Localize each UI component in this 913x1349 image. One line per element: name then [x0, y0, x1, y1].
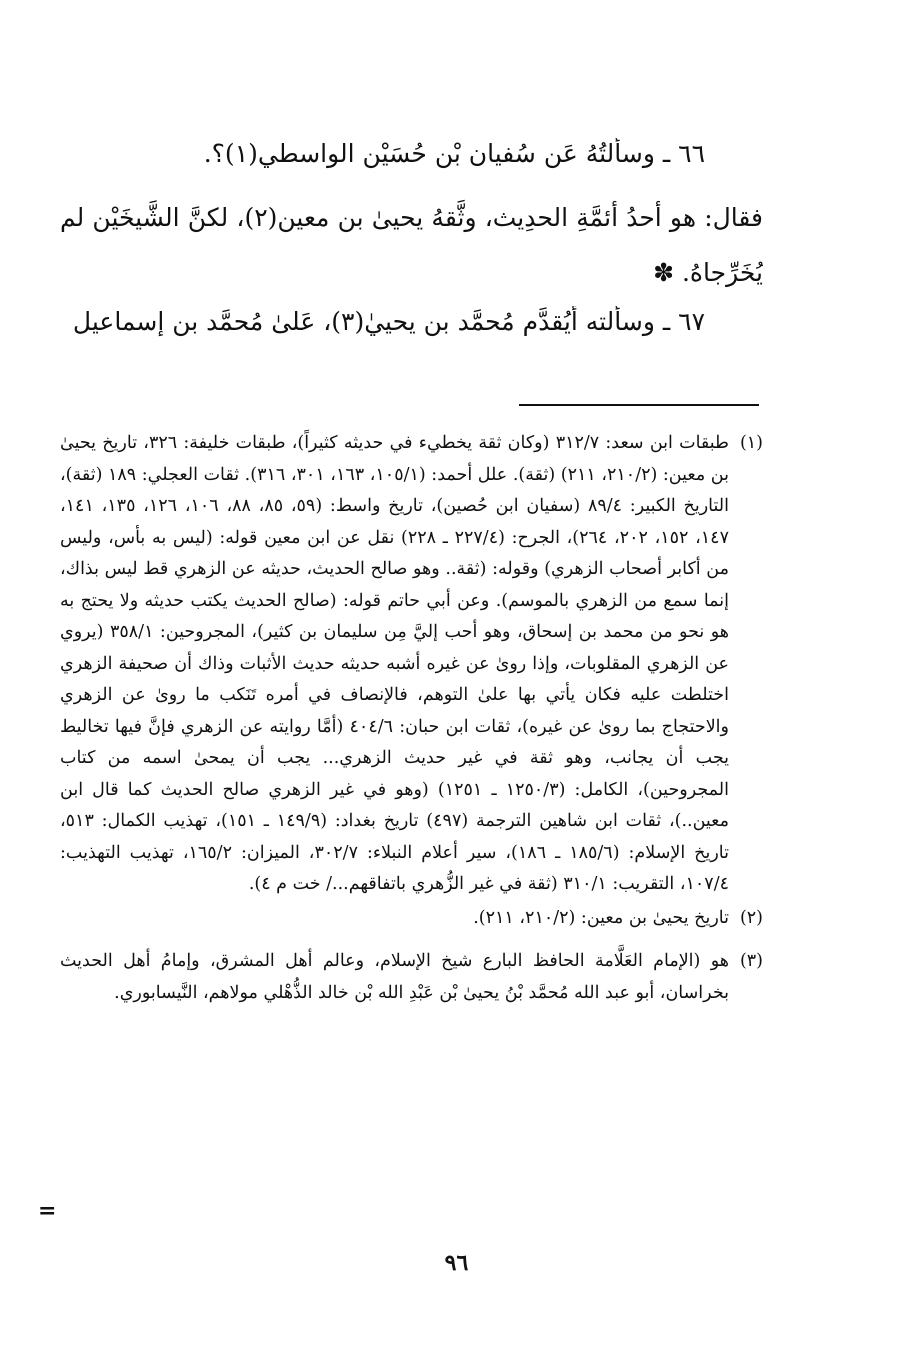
footnote-separator — [519, 404, 759, 406]
page-number: ٩٦ — [444, 1250, 469, 1276]
footnote-1-number: (١) — [739, 433, 763, 453]
footnote-3-number: (٣) — [739, 951, 763, 971]
entry-66-answer: فقال: هو أحدُ أئمَّةِ الحدِيث، وثَّقهُ يحيىٰ بن معين(٢)، لكنَّ الشَّيخَيْن لم يُخَرِّجاهُ. ✽ — [60, 203, 763, 287]
footnote-2 — [60, 903, 763, 935]
footnotes-section — [60, 428, 763, 1009]
entry-67-question: ٦٧ ـ وسألته أيُقدَّم مُحمَّد بن يحييٰ(٣)، عَلىٰ مُحمَّد بن إسماعيل — [72, 307, 705, 336]
footnote-1 — [60, 428, 763, 901]
footnote-3-text: هو (الإمام العَلَّامة الحافظ البارع شيخ الإسلام، وعالم أهل المشرق، وإمامُ أهل الحديث بخراسان، أبو عبد الله مُحمَّد بْنُ يحيىٰ بْن عَبْدِ الله بْن خالد الذُّهْلي مولاهم، النَّيسابوري. — [60, 951, 729, 1003]
footnote-3 — [60, 946, 763, 1009]
entry-66-question: ٦٦ ـ وسألتُهُ عَن سُفيان بْنِ حُسَيْنٍ الواسطي(١)؟. — [203, 139, 705, 168]
continuation-mark: = — [38, 1198, 57, 1224]
footnote-1-text: طبقات ابن سعد: ٣١٢/٧ (وكان ثقة يخطيء في حديثه كثيراً)، طبقات خليفة: ٣٢٦، تاريخ يحيىٰ بن معين: (٢١٠/٢، ٢١١) (ثقة). علل أحمد: (١٠٥/١، ١٦٣، ٣٠١، ٣١٦). ثقات العجلي: ١٨٩ (ثقة)، التاريخ الكبير: ٨٩/٤ (سفيان ابن حُصين)، تاريخ واسط: (٥٩، ٨٥، ٨٨، ١٠٦، ١٢٦، ١٣٥، ١٤١، ١٤٧، ١٥٢، ٢٠٢، ٢٦٤)، الجرح: (٢٢٧/٤ ـ ٢٢٨) نقل عن ابن معين قوله: (ليس به بأس، وليس من أكابر أصحاب الزهري) وقوله: (ثقة.. وهو صالح الحديث، حديثه عن الزهري قط ليس بذاك، إنما سمع من الزهري بالموسم). وعن أبي حاتم قوله: (صالح الحديث يكتب حديثه ولا يحتج به هو نحو من محمد بن إسحاق، وهو أحب إليَّ مِن سليمان بن كثير)، المجروحين: ٣٥٨/١ (يروي عن الزهري المقلوبات، وإذا روىٰ عن غيره أشبه حديثه حديث الأثبات وذاك أن صحيفة الزهري اختلطت عليه فكان يأتي بها علىٰ التوهم، فالإنصاف في أمره تَنَكب ما روىٰ عن الزهري والاحتجاج بما روىٰ عن غيره)، ثقات ابن حبان: ٤٠٤/٦ (أمَّا روايته عن الزهري فإنَّ فيها تخاليط يجب أن يجانب، وهو ثقة في غير حديث الزهري... يجب أن يمحىٰ اسمه من كتاب المجروحين)، الكامل: (١٢٥٠/٣ ـ ١٢٥١) (وهو في غير الزهري صالح الحديث كما قال ابن معين..)، ثقات ابن شاهين الترجمة (٤٩٧) تاريخ بغداد: (١٤٩/٩ ـ ١٥١)، تهذيب الكمال: ٥١٣، تاريخ الإسلام: (١٨٥/٦ ـ ١٨٦)، سير أعلام النبلاء: ٣٠٢/٧، الميزان: ١٦٥/٢، تهذيب التهذيب: ١٠٧/٤، التقريب: ٣١٠/١ (ثقة في غير الزُّهري باتفاقهم.../ خت م ٤). — [60, 433, 729, 894]
footnote-2-number: (٢) — [739, 907, 763, 928]
footnote-2-text: تاريخ يحيىٰ بن معين: (٢١٠/٢، ٢١١). — [473, 907, 729, 928]
